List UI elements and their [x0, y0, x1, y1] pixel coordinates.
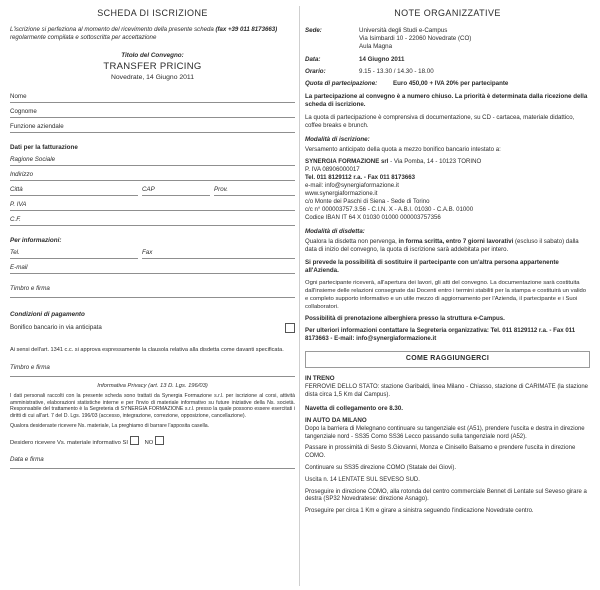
field-ragione-sociale-label: Ragione Sociale — [10, 156, 58, 164]
company-vat: P. IVA 08906000017 — [305, 165, 360, 173]
documentation-note: Ogni partecipante riceverà, all'apertura dei lavori, gli atti del convegno. La documentazione sarà costituita dall'insieme delle relazioni consegnate dai Docenti entro i termini stabiliti per la stampa e costituirà un valido e completo supporto informativo e un utile mezzo di aggiornamento per l'Azienda, il partecipante e i Suoi collaboratori. — [305, 280, 587, 310]
field-tel-label: Tel. — [10, 249, 23, 257]
privacy-title: Informativa Privacy (art. 13 D. Lgs. 196/03) — [97, 382, 208, 389]
payment-option-row[interactable] — [10, 323, 295, 337]
field-nome-line — [10, 102, 295, 103]
company-address: - Via Pomba, 14 - 10123 TORINO — [388, 157, 482, 165]
fee-detail: La quota di partecipazione è comprensiva di documentazione, su CD - cartacea, materiale didattico, coffee breaks e brunch. — [305, 113, 575, 129]
field-indirizzo[interactable] — [10, 170, 295, 185]
field-cf-label: C.F. — [10, 216, 24, 224]
by-car-text-2: Passare in prossimità di Sesto S.Giovanni, Monza e Cinisello Balsamo e prendere l'uscita in direzione COMO. — [305, 445, 576, 460]
shuttle-note: Navetta di collegamento ore 8.30. — [305, 404, 404, 412]
field-timbro-firma-2-line — [10, 376, 295, 377]
bank-iban: Codice IBAN IT 64 X 01030 01000 000003757356 — [305, 214, 441, 222]
field-data-firma-label: Data e firma — [10, 456, 47, 464]
fee-key: Quota di partecipazione: — [305, 79, 378, 87]
hotel-note: Possibilità di prenotazione alberghiera presso la struttura e-Campus. — [305, 315, 505, 323]
venue-row — [305, 27, 590, 52]
time-value: 9.15 - 13.30 / 14.30 - 18.00 — [359, 67, 434, 75]
conference-date: Novedrate, 14 Giugno 2011 — [110, 74, 194, 82]
consent-si-label: SI — [122, 439, 128, 446]
field-cognome-line — [10, 117, 295, 118]
field-fax-label: Fax — [142, 249, 155, 257]
date-key: Data: — [305, 55, 321, 63]
field-data-firma-line — [10, 468, 295, 469]
field-ragione-sociale[interactable] — [10, 155, 295, 170]
payment-section-heading: Condizioni di pagamento — [10, 310, 85, 318]
cancellation-heading: Modalità di disdetta: — [305, 228, 365, 236]
intro-fax: (fax +39 011 8173663) — [215, 25, 278, 33]
bank-details — [305, 158, 590, 222]
date-value: 14 Giugno 2011 — [359, 55, 405, 63]
clause-note: Ai sensi dell'art. 1341 c.c. si approva espressamente la clausola relativa alla disdetta come davanti specificata. — [10, 346, 284, 353]
field-cf-line — [10, 225, 295, 226]
company-website[interactable]: www.synergiaformazione.it — [305, 189, 378, 197]
field-data-firma[interactable] — [10, 455, 295, 470]
consent-row[interactable] — [10, 436, 295, 447]
field-timbro-firma-2-label: Timbro e firma — [10, 364, 53, 372]
field-email-label: E-mail — [10, 264, 31, 272]
field-prov-label: Prov. — [214, 186, 231, 194]
billing-section-heading: Dati per la fatturazione — [10, 143, 78, 151]
field-cognome[interactable] — [10, 107, 295, 122]
by-car-heading: IN AUTO DA MILANO — [305, 416, 367, 424]
payment-option-label: Bonifico bancario in via anticipata — [10, 323, 102, 331]
field-piva-label: P. IVA — [10, 201, 29, 209]
by-train-heading: IN TRENO — [305, 375, 335, 383]
field-email-line — [10, 273, 295, 274]
venue-value — [359, 27, 590, 52]
field-cap-line — [142, 195, 210, 196]
privacy-paragraph-1: I dati personali raccolti con la presente scheda sono trattati da Synergia Formazione s.r.l. per iscrizione al corsi, attività amministrative, elaborazioni statistiche interne e per l'invio di materiale informativo su future iniziative della Ns. società. Responsabile del trattamento è la Segreteria di SYNERGIA FORMAZIONE s.r.l. presso la quale possono essere esercitati i diritti di cui all'art. 7 del D. Lgs. 196/03 (accesso, integrazione, correzione, opposizione, cancellazione). — [10, 392, 295, 420]
consent-no-label: NO — [144, 439, 154, 446]
privacy-paragraph-2: Qualora desideraste ricevere Ns. materiale, La preghiamo di barrare l'apposita casella. — [10, 422, 210, 429]
field-indirizzo-label: Indirizzo — [10, 171, 36, 179]
field-timbro-firma-1-label: Timbro e firma — [10, 285, 53, 293]
field-funzione-line — [10, 132, 295, 133]
company-email[interactable]: e-mail: info@synergiaformazione.it — [305, 181, 399, 189]
registration-mode-heading: Modalità di iscrizione: — [305, 135, 370, 143]
field-email[interactable] — [10, 263, 295, 278]
cancellation-part-1: Qualora la disdetta non pervenga, — [305, 237, 399, 245]
venue-line-1: Università degli Studi e-Campus — [359, 26, 448, 34]
field-cf[interactable] — [10, 215, 295, 230]
venue-line-3: Aula Magna — [359, 43, 393, 51]
bank-line-1: c/o Monte dei Paschi di Siena - Sede di Torino — [305, 197, 430, 205]
cancellation-text — [305, 238, 590, 254]
organizational-notes-column — [305, 6, 590, 586]
privacy-body — [10, 393, 295, 430]
field-fax-line — [142, 258, 295, 259]
by-car-text-1: Dopo la barriera di Melegnano continuare su tangenziale est (A51), prendere l'uscita e destra in direzione tangenziale nord - SS35 Como SS36 Lecco passando sulla tangenziale nord (A52). — [305, 425, 585, 440]
contact-note: Per ulteriori informazioni contattare la Segreteria organizzativa: Tel. 011 8129112 r.a. - Fax 011 8173663 - E-mail: info@synergiaformazione.it — [305, 327, 576, 343]
cancellation-part-2: (escluso il sabato) dalla data di inizio del convegno, la quota di iscrizione sarà addebitata per intero. — [305, 237, 579, 254]
by-car-text-6: Proseguire per circa 1 Km e girare a sinistra seguendo l'indicazione Novedrate centro. — [305, 508, 534, 515]
intro-text — [10, 26, 295, 42]
by-car-text-4: Uscita n. 14 LENTATE SUL SEVESO SUD. — [305, 476, 420, 483]
fee-value: Euro 450,00 + IVA 20% per partecipante — [393, 79, 509, 87]
field-citta-line — [10, 195, 138, 196]
fee-row — [305, 80, 590, 88]
field-timbro-firma-1[interactable] — [10, 284, 295, 299]
field-prov-line — [214, 195, 295, 196]
notes-title: NOTE ORGANIZZATIVE — [394, 8, 501, 18]
info-section-heading: Per informazioni: — [10, 236, 62, 244]
intro-line-3: regolarmente compilata e sottoscritta per — [10, 33, 121, 41]
time-row — [305, 68, 590, 76]
field-cap-label: CAP — [142, 186, 158, 194]
payment-option-checkbox[interactable] — [285, 323, 295, 333]
conference-label: Titolo del Convegno: — [121, 51, 184, 59]
field-cognome-label: Cognome — [10, 108, 40, 116]
field-funzione-label: Funzione aziendale — [10, 123, 67, 131]
time-key: Orario: — [305, 67, 326, 75]
consent-si-checkbox[interactable] — [130, 436, 139, 445]
field-nome[interactable] — [10, 92, 295, 107]
field-ragione-sociale-line — [10, 165, 295, 166]
intro-line-1: L'iscrizione si perfeziona al momento del ricevimento della presente — [10, 25, 193, 33]
registration-mode-text: Versamento anticipato della quota a mezzo bonifico bancario intestato a: — [305, 145, 501, 153]
field-citta-label: Città — [10, 186, 26, 194]
by-car-text-5: Proseguire in direzione COMO, alla rotonda del centro commerciale Bennet di Lentate sul Seveso girare a destra (SP32 Novedratese: direzione Asnago). — [305, 488, 587, 503]
date-row — [305, 56, 590, 64]
registration-form-column — [10, 6, 295, 586]
company-tel-fax: Tel. 011 8129112 r.a. - Fax 011 8173663 — [305, 173, 416, 181]
page-title: SCHEDA DI ISCRIZIONE — [97, 8, 208, 18]
field-nome-label: Nome — [10, 93, 30, 101]
priority-note: La partecipazione al convegno è a numero chiuso. La priorità è determinata dalla ricezione della scheda di iscrizione. — [305, 92, 588, 108]
consent-no-checkbox[interactable] — [155, 436, 164, 445]
company-name: SYNERGIA FORMAZIONE srl — [305, 157, 389, 165]
venue-line-2: Via Isimbardi 10 - 22060 Novedrate (CO) — [359, 34, 472, 42]
field-piva-line — [10, 210, 295, 211]
column-divider — [299, 6, 300, 586]
bank-line-2: c/c n° 000003757.3.56 - C.I.N. X - A.B.I. 01030 - C.A.B. 01000 — [305, 205, 474, 213]
conference-name: TRANSFER PRICING — [103, 61, 202, 72]
field-piva[interactable] — [10, 200, 295, 215]
intro-scheda: scheda — [194, 25, 216, 33]
intro-line-4: accettazione — [122, 33, 157, 41]
field-indirizzo-line — [10, 180, 295, 181]
venue-key: Sede: — [305, 26, 322, 34]
field-funzione-aziendale[interactable] — [10, 122, 295, 137]
field-tel-line — [10, 258, 138, 259]
field-city-cap-prov[interactable] — [10, 185, 295, 200]
by-car-text-3: Continuare su SS35 direzione COMO (Statale dei Giovi). — [305, 464, 457, 471]
field-timbro-firma-1-line — [10, 297, 295, 298]
substitution-note: Si prevede la possibilità di sostituire il partecipante con un'altra persona appartenente all'Azienda. — [305, 259, 559, 275]
by-train-text: FERROVIE DELLO STATO: stazione Garibaldi, linea Milano - Chiasso, stazione di CARIMATE (la stazione dista circa 1,5 Km dal Campus). — [305, 384, 588, 399]
field-timbro-firma-2[interactable] — [10, 363, 295, 378]
consent-label: Desidero ricevere Vs. materiale informativo — [10, 439, 121, 446]
directions-banner: COME RAGGIUNGERCI — [305, 351, 590, 368]
cancellation-bold: in forma scritta, entro 7 giorni lavorativi — [398, 237, 514, 245]
field-tel-fax[interactable] — [10, 248, 295, 263]
